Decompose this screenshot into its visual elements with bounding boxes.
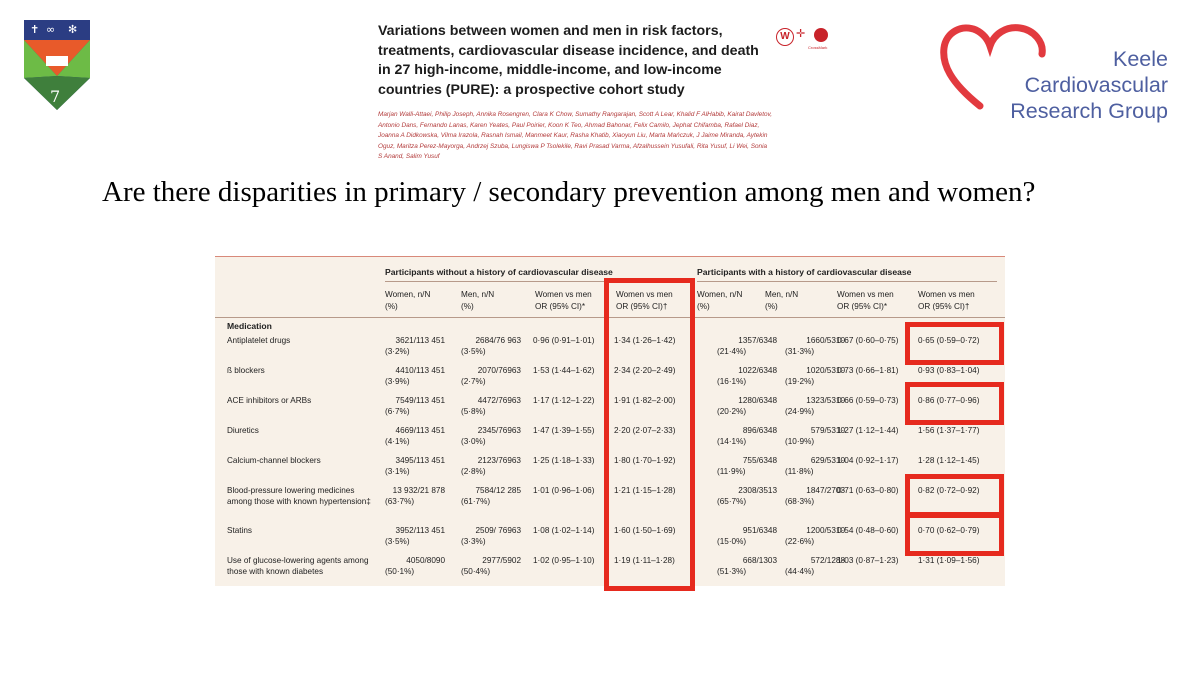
table-cell: [837, 555, 898, 566]
row-label: Antiplatelet drugs: [227, 336, 291, 345]
svg-text:7: 7: [50, 87, 61, 106]
highlight-bp-box: [905, 474, 1004, 517]
cell-value: 1·08 (1·02–1·14): [533, 526, 595, 535]
cell-percent: (3·5%): [461, 347, 486, 356]
cell-value: 1280/6348: [738, 396, 777, 405]
cell-value: 1·80 (1·70–1·92): [614, 456, 676, 465]
cell-percent: (63·7%): [385, 497, 415, 506]
cell-value: 4050/8090: [406, 556, 445, 565]
table-cell: [441, 425, 521, 447]
table-cell: [365, 455, 445, 477]
cell-value: 1·53 (1·44–1·62): [533, 366, 595, 375]
keele-line-1: Keele Cardiovascular: [1024, 47, 1168, 97]
cell-percent: (65·7%): [717, 497, 747, 506]
header-or-adj2-2: [918, 289, 975, 312]
cell-value: 1·91 (1·82–2·00): [614, 396, 676, 405]
row-label: ACE inhibitors or ARBs: [227, 396, 312, 405]
cell-percent: (3·9%): [385, 377, 410, 386]
cell-value: 1·02 (0·95–1·10): [533, 556, 595, 565]
table-cell: [918, 365, 979, 376]
cell-value: 2070/76963: [477, 366, 521, 375]
header-text: Men, n/N: [765, 290, 799, 299]
cell-value: 896/6348: [742, 426, 777, 435]
cell-percent: (61·7%): [461, 497, 491, 506]
table-cell: [533, 365, 594, 376]
cell-value: 0·93 (0·83–1·04): [918, 366, 980, 375]
table-cell: [765, 485, 845, 507]
cell-value: 0·96 (0·91–1·01): [533, 336, 595, 345]
header-women-1: [385, 289, 430, 312]
cell-value: 4472/76963: [477, 396, 521, 405]
cell-percent: (11·9%): [717, 467, 746, 476]
header-or-adj-2: [837, 289, 894, 312]
cell-value: 1660/5310: [806, 336, 845, 345]
table-cell: [837, 365, 898, 376]
header-text: OR (95% CI)*: [837, 301, 888, 311]
header-text: Women, n/N: [697, 290, 743, 299]
crossmark-icon: [814, 28, 828, 42]
header-text: OR (95% CI)*: [535, 301, 586, 311]
cell-value: 0·71 (0·63–0·80): [837, 486, 899, 495]
cell-percent: (3·0%): [461, 437, 486, 446]
cell-percent: (6·7%): [385, 407, 410, 416]
cell-percent: (31·3%): [785, 347, 815, 356]
cell-value: 1323/5310: [806, 396, 845, 405]
header-women-2: [697, 289, 742, 312]
table-cell: [837, 485, 898, 496]
cell-value: 1·27 (1·12–1·44): [837, 426, 899, 435]
svg-text:✝: ✝: [30, 23, 40, 36]
table-cell: [765, 335, 845, 357]
cell-value: 1·21 (1·15–1·28): [614, 486, 676, 495]
cell-value: 0·82 (0·72–0·92): [918, 486, 980, 495]
table-cell: [365, 335, 445, 357]
cell-percent: (3·3%): [461, 537, 486, 546]
table-cell: [837, 335, 898, 346]
table-cell: [365, 555, 445, 577]
table-cell: [365, 525, 445, 547]
cell-percent: (19·2%): [785, 377, 815, 386]
cell-percent: (10·9%): [785, 437, 815, 446]
table-cell: [441, 555, 521, 577]
cell-value: 1·17 (1·12–1·22): [533, 396, 595, 405]
row-label: Blood-pressure lowering medicines among those with known hypertension‡: [227, 486, 371, 506]
paper-title-line: in 27 high-income, middle-income, and low-income: [378, 62, 722, 78]
cell-percent: (50·4%): [461, 567, 491, 576]
cell-value: 1·56 (1·37–1·77): [918, 426, 980, 435]
cell-value: 3495/113 451: [395, 456, 445, 465]
cell-value: 2977/5902: [482, 556, 521, 565]
cell-percent: (20·2%): [717, 407, 747, 416]
group-with-cvd: Participants with a history of cardiovascular disease: [697, 267, 912, 277]
table-cell: [837, 455, 898, 466]
cell-value: 2684/76 963: [475, 336, 521, 345]
cell-value: 2123/76963: [477, 456, 521, 465]
cell-value: 1·25 (1·18–1·33): [533, 456, 595, 465]
slide-question: Are there disparities in primary / secondary prevention among men and women?: [102, 176, 1036, 208]
header-text: Men, n/N: [461, 290, 495, 299]
cell-value: 0·65 (0·59–0·72): [918, 336, 980, 345]
cell-value: 3621/113 451: [395, 336, 445, 345]
paper-header: [378, 22, 778, 163]
cell-percent: (3·1%): [385, 467, 410, 476]
cell-value: 629/5310: [810, 456, 845, 465]
cell-percent: (3·5%): [385, 537, 410, 546]
header-text: (%): [765, 301, 778, 311]
table-cell: [533, 555, 594, 566]
cell-percent: (3·2%): [385, 347, 410, 356]
cell-value: 4669/113 451: [395, 426, 445, 435]
table-cell: [837, 425, 898, 436]
cell-percent: (22·6%): [785, 537, 815, 546]
cell-value: 0·73 (0·66–1·81): [837, 366, 899, 375]
cell-percent: (5·8%): [461, 407, 486, 416]
cell-value: 1·31 (1·09–1·56): [918, 556, 980, 565]
header-men-1: [461, 289, 494, 312]
svg-text:✻: ✻: [68, 23, 78, 36]
paper-title-line: countries (PURE): a prospective cohort study: [378, 81, 685, 98]
cell-value: 1·19 (1·11–1·28): [614, 556, 675, 565]
cell-value: 0·67 (0·60–0·75): [837, 336, 899, 345]
cell-percent: (15·0%): [717, 537, 747, 546]
cell-percent: (2·8%): [461, 467, 486, 476]
table-cell: [533, 455, 594, 466]
cell-value: 1357/6348: [738, 336, 777, 345]
header-text: (%): [697, 301, 710, 311]
row-label: ß blockers: [227, 366, 265, 375]
paper-title: [378, 22, 778, 100]
cell-value: 3952/113 451: [395, 526, 445, 535]
cell-value: 1·03 (0·87–1·23): [837, 556, 899, 565]
row-label: Calcium-channel blockers: [227, 456, 321, 465]
section-medication: Medication: [227, 321, 272, 331]
cell-value: 13 932/21 878: [392, 486, 445, 495]
table-cell: [918, 555, 979, 566]
table-cell: [765, 395, 845, 417]
table-cell: [365, 425, 445, 447]
cell-value: 0·86 (0·77–0·96): [918, 396, 980, 405]
table-cell: [765, 365, 845, 387]
cell-percent: (14·1%): [717, 437, 747, 446]
cell-percent: (24·9%): [785, 407, 815, 416]
row-label: Diuretics: [227, 426, 259, 435]
header-text: Women vs men: [837, 290, 894, 299]
cell-value: 2509/ 76963: [475, 526, 521, 535]
header-text: OR (95% CI)†: [616, 301, 668, 311]
crossmark-label: CrossMark: [808, 45, 828, 50]
cell-value: 0·54 (0·48–0·60): [837, 526, 899, 535]
table-cell: [365, 395, 445, 417]
table-cell: [533, 395, 594, 406]
cell-value: 2308/3513: [738, 486, 777, 495]
cell-value: 1·47 (1·39–1·55): [533, 426, 595, 435]
row-label: Use of glucose-lowering agents among those with known diabetes: [227, 556, 369, 576]
w-badge-icon: W: [776, 28, 794, 46]
cell-percent: (44·4%): [785, 567, 815, 576]
cell-percent: (2·7%): [461, 377, 486, 386]
cell-value: 1200/5310: [806, 526, 845, 535]
cell-value: 0·66 (0·59–0·73): [837, 396, 899, 405]
cell-percent: (50·1%): [385, 567, 415, 576]
table-cell: [765, 455, 845, 477]
table-cell: [765, 425, 845, 447]
header-men-2: [765, 289, 798, 312]
cell-value: 1020/5310: [806, 366, 845, 375]
paper-title-line: treatments, cardiovascular disease incidence, and death: [378, 42, 759, 59]
cell-percent: (4·1%): [385, 437, 410, 446]
highlight-statins-box: [905, 513, 1004, 556]
cell-value: 4410/113 451: [395, 366, 445, 375]
cell-value: 2·20 (2·07–2·33): [614, 426, 676, 435]
cell-percent: (16·1%): [717, 377, 747, 386]
cell-value: 7584/12 285: [475, 486, 521, 495]
table-cell: [441, 485, 521, 507]
cell-percent: (21·4%): [717, 347, 747, 356]
university-crest-logo: [22, 18, 92, 112]
table-cell: [533, 525, 594, 536]
cell-value: 755/6348: [742, 456, 777, 465]
table-cell: [441, 455, 521, 477]
cell-value: 1·28 (1·12–1·45): [918, 456, 980, 465]
header-text: Women vs men: [918, 290, 975, 299]
cell-value: 572/1288: [810, 556, 845, 565]
svg-text:∞: ∞: [46, 23, 56, 36]
table-cell: [918, 455, 979, 466]
table-cell: [533, 485, 594, 496]
header-text: Women vs men: [616, 290, 673, 299]
table-cell: [533, 425, 594, 436]
table-cell: [765, 555, 845, 577]
header-or-adj-1: [535, 289, 592, 312]
cell-percent: (68·3%): [785, 497, 815, 506]
cell-value: 1·60 (1·50–1·69): [614, 526, 676, 535]
row-label: Statins: [227, 526, 253, 535]
highlight-antiplatelet-box: [905, 322, 1004, 365]
highlight-column-box: [604, 278, 695, 591]
header-text: (%): [385, 301, 398, 311]
cell-value: 579/5310: [810, 426, 845, 435]
cell-value: 1·34 (1·26–1·42): [614, 336, 676, 345]
cell-percent: (51·3%): [717, 567, 747, 576]
cell-value: 1847/2703: [806, 486, 845, 495]
paper-title-line: Variations between women and men in risk factors,: [378, 23, 723, 39]
journal-badges: [776, 28, 840, 58]
cell-value: 1·04 (0·92–1·17): [837, 456, 899, 465]
table-cell: [837, 395, 898, 406]
table-cell: [533, 335, 594, 346]
table-cell: [365, 485, 445, 507]
table-cell: [918, 425, 979, 436]
cursor-icon: ✛: [796, 28, 806, 40]
table-cell: [441, 365, 521, 387]
table-cell: [441, 525, 521, 547]
cell-percent: (11·8%): [785, 467, 814, 476]
table-cell: [365, 365, 445, 387]
paper-authors: Marjan Walli-Attaei, Philip Joseph, Annika Rosengren, Clara K Chow, Sumathy Rangarajan, Scott A Lear, Khalid F AlHabib, Kairat Davletov, Antonio Dans, Fernando Lanas, Karen Yeates, Paul Poirier, Koon K Teo, Ahmad Bahonar, Felix Camilo, Jephat Chifamba, Rafael Diaz, Joanna A Didkowska, Vilma Irazola, Rasnah Ismail, Manmeet Kaur, Rasha Khatib, Xiaoyun Liu, Marta Mańczuk, J Jaime Miranda, Aytekin Oguz, Maritza Perez-Mayorga, Andrzej Szuba, Lungiswa P Tsolekile, Ravi Prasad Varma, Afzalhussein Yusufali, Rita Yusuf, Li Wei, Sonia S Anand, Salim Yusuf: [378, 111, 773, 161]
table-cell: [837, 525, 898, 536]
keele-line-2: Research Group: [1010, 99, 1168, 123]
keele-group-name: [972, 46, 1168, 124]
header-text: Women, n/N: [385, 290, 431, 299]
cell-value: 2345/76963: [477, 426, 521, 435]
cell-value: 1·01 (0·96–1·06): [533, 486, 595, 495]
cell-value: 7549/113 451: [395, 396, 445, 405]
highlight-ace-box: [905, 382, 1004, 425]
cell-value: 1022/6348: [738, 366, 777, 375]
table-cell: [441, 395, 521, 417]
header-text: (%): [461, 301, 474, 311]
table-cell: [765, 525, 845, 547]
group-without-cvd: Participants without a history of cardiovascular disease: [385, 267, 613, 277]
header-text: OR (95% CI)†: [918, 301, 970, 311]
cell-value: 951/6348: [742, 526, 777, 535]
cell-value: 2·34 (2·20–2·49): [614, 366, 676, 375]
header-text: Women vs men: [535, 290, 592, 299]
cell-value: 0·70 (0·62–0·79): [918, 526, 980, 535]
group-rule: [697, 281, 997, 282]
table-cell: [441, 335, 521, 357]
cell-value: 668/1303: [742, 556, 777, 565]
